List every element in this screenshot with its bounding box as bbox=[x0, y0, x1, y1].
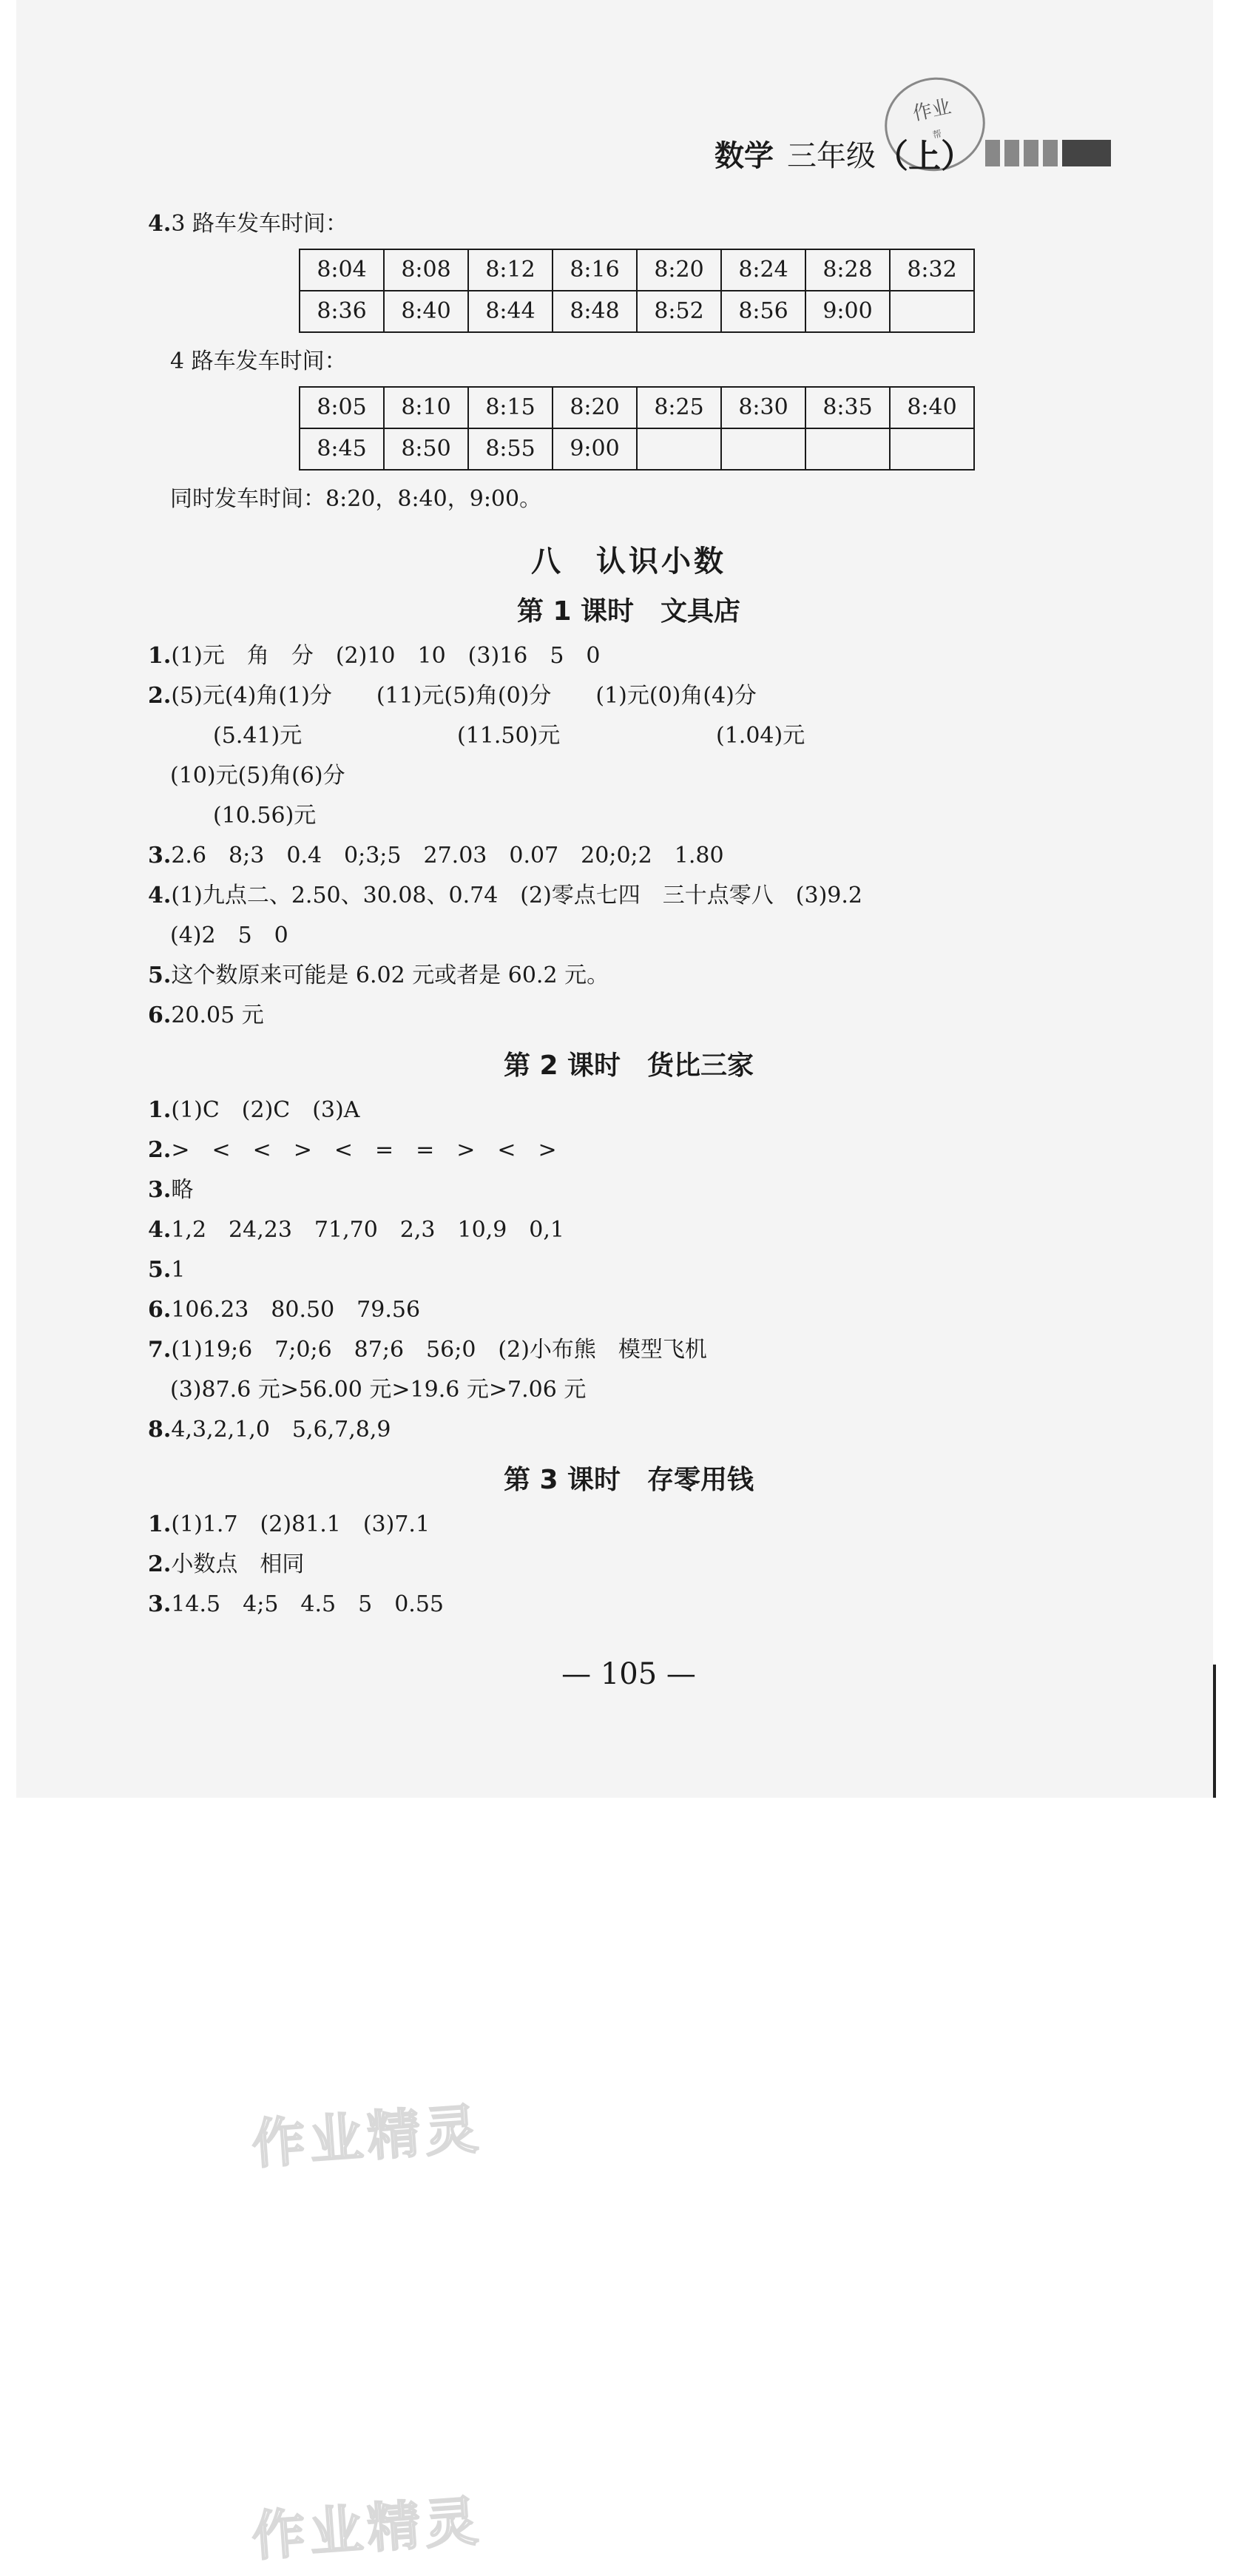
table-cell: 8:56 bbox=[721, 291, 805, 332]
table-cell: 8:20 bbox=[553, 387, 637, 428]
answer-text: (11.50)元 bbox=[457, 723, 561, 749]
table-cell: 8:16 bbox=[553, 249, 637, 291]
question-number: 6. bbox=[148, 1297, 172, 1323]
table-cell: 8:40 bbox=[384, 291, 468, 332]
subject-label: 数学 bbox=[714, 138, 774, 173]
question-number: 7. bbox=[148, 1337, 172, 1363]
question-number: 4. bbox=[148, 1217, 172, 1243]
answer-text: (5.41)元 bbox=[213, 723, 303, 749]
lesson-1-title: 第 1 课时 文具店 bbox=[516, 596, 741, 627]
list-item bbox=[148, 996, 1109, 1036]
answer-text: 1 bbox=[171, 1257, 186, 1283]
answer-text: (1)元 角 分 (2)10 10 (3)16 5 0 bbox=[171, 643, 601, 669]
table-cell: 8:36 bbox=[300, 291, 384, 332]
list-item: (4)2 5 0 bbox=[170, 923, 288, 948]
table-cell: 9:00 bbox=[553, 428, 637, 470]
answer-text: 106.23 80.50 79.56 bbox=[171, 1297, 421, 1323]
list-item bbox=[148, 1330, 1109, 1370]
table-cell: 8:45 bbox=[300, 428, 384, 470]
stamp-subtext: 帮 bbox=[931, 128, 943, 141]
question-number: 1. bbox=[148, 643, 172, 669]
question-number: 4. bbox=[148, 883, 172, 908]
table-cell: 8:10 bbox=[384, 387, 468, 428]
question-number: 1. bbox=[148, 1097, 172, 1123]
table-cell: 8:28 bbox=[805, 249, 890, 291]
list-item: (3)87.6 元>56.00 元>19.6 元>7.06 元 bbox=[170, 1377, 587, 1403]
table-cell: 8:12 bbox=[468, 249, 553, 291]
question-number: 6. bbox=[148, 1002, 172, 1028]
question-number: 4. bbox=[148, 211, 172, 237]
page-number: — 105 — bbox=[561, 1657, 696, 1691]
list-item bbox=[148, 676, 1109, 716]
table-cell: 8:40 bbox=[890, 387, 974, 428]
list-item: (10)元(5)角(6)分 bbox=[170, 763, 345, 789]
table-cell: 8:55 bbox=[468, 428, 553, 470]
list-item bbox=[148, 1250, 1109, 1290]
question-number: 3. bbox=[148, 1177, 172, 1203]
bus-3-schedule-table bbox=[299, 249, 975, 333]
table-cell: 9:00 bbox=[805, 291, 890, 332]
answer-text: 2.6 8;3 0.4 0;3;5 27.03 0.07 20;0;2 1.80 bbox=[171, 843, 724, 869]
question-number: 2. bbox=[148, 1137, 172, 1163]
list-item bbox=[148, 956, 1109, 996]
table-cell: 8:50 bbox=[384, 428, 468, 470]
answer-text: 4,3,2,1,0 5,6,7,8,9 bbox=[171, 1417, 391, 1443]
question-number: 5. bbox=[148, 1257, 172, 1283]
table-row bbox=[300, 387, 974, 428]
schedule-3-label bbox=[148, 204, 1109, 244]
question-number: 3. bbox=[148, 1591, 172, 1617]
answer-text: (1.04)元 bbox=[716, 723, 805, 749]
table-cell bbox=[890, 291, 974, 332]
schedule-4-label: 4 路车发车时间： bbox=[170, 348, 347, 374]
scan-edge-line bbox=[1213, 1665, 1216, 1798]
answer-text: > < < > < = = > < > bbox=[171, 1137, 557, 1163]
watermark: 作业精灵 bbox=[249, 2489, 484, 2568]
table-cell bbox=[805, 428, 890, 470]
watermark: 作业精灵 bbox=[249, 2097, 484, 2176]
simultaneous-departure: 同时发车时间：8:20，8:40，9:00。 bbox=[170, 486, 542, 512]
question-number: 2. bbox=[148, 683, 172, 709]
list-item bbox=[148, 1210, 1109, 1250]
answer-text: 略 bbox=[171, 1177, 194, 1203]
question-number: 1. bbox=[148, 1511, 172, 1537]
answer-text: 小数点 相同 bbox=[171, 1551, 305, 1577]
table-cell: 8:05 bbox=[300, 387, 384, 428]
list-item bbox=[148, 1585, 1109, 1625]
table-cell: 8:30 bbox=[721, 387, 805, 428]
list-item bbox=[148, 1505, 1109, 1545]
list-item bbox=[148, 636, 1109, 676]
list-item bbox=[148, 716, 1109, 756]
answer-text: (1)1.7 (2)81.1 (3)7.1 bbox=[171, 1511, 430, 1537]
list-item bbox=[148, 1290, 1109, 1330]
answer-text: 这个数原来可能是 6.02 元或者是 60.2 元。 bbox=[171, 962, 609, 988]
table-cell bbox=[637, 428, 721, 470]
table-cell: 8:25 bbox=[637, 387, 721, 428]
table-cell: 8:32 bbox=[890, 249, 974, 291]
table-row bbox=[300, 428, 974, 470]
answer-text: (1)九点二、2.50、30.08、0.74 (2)零点七四 三十点零八 (3)9.2 bbox=[171, 883, 863, 908]
list-item bbox=[148, 1130, 1109, 1170]
table-cell: 8:35 bbox=[805, 387, 890, 428]
answer-text: 20.05 元 bbox=[171, 1002, 264, 1028]
table-row bbox=[300, 249, 974, 291]
table-cell: 8:44 bbox=[468, 291, 553, 332]
table-cell: 8:52 bbox=[637, 291, 721, 332]
list-item: (10.56)元 bbox=[213, 803, 317, 829]
table-cell bbox=[721, 428, 805, 470]
header-stripes bbox=[981, 140, 1111, 166]
question-number: 3. bbox=[148, 843, 172, 869]
table-cell: 8:15 bbox=[468, 387, 553, 428]
schedule-label-text: 3 路车发车时间： bbox=[171, 211, 348, 237]
lesson-3-title: 第 3 课时 存零用钱 bbox=[503, 1465, 754, 1495]
answer-content bbox=[148, 204, 1109, 1694]
answer-text: (5)元(4)角(1)分 (11)元(5)角(0)分 (1)元(0)角(4)分 bbox=[171, 683, 757, 709]
list-item bbox=[148, 1090, 1109, 1130]
table-cell bbox=[890, 428, 974, 470]
answer-text: (1)19;6 7;0;6 87;6 56;0 (2)小布熊 模型飞机 bbox=[171, 1337, 707, 1363]
list-item bbox=[148, 1545, 1109, 1585]
stamp-text: 作业 bbox=[911, 95, 953, 126]
lesson-2-title: 第 2 课时 货比三家 bbox=[503, 1051, 754, 1081]
answer-text: (1)C (2)C (3)A bbox=[171, 1097, 360, 1123]
question-number: 2. bbox=[148, 1551, 172, 1577]
list-item bbox=[148, 836, 1109, 876]
bus-4-schedule-table bbox=[299, 386, 975, 471]
table-cell: 8:08 bbox=[384, 249, 468, 291]
answer-text: 1,2 24,23 71,70 2,3 10,9 0,1 bbox=[171, 1217, 565, 1243]
table-row bbox=[300, 291, 974, 332]
table-cell: 8:24 bbox=[721, 249, 805, 291]
table-cell: 8:04 bbox=[300, 249, 384, 291]
answer-text: 14.5 4;5 4.5 5 0.55 bbox=[171, 1591, 444, 1617]
volume-label: （上） bbox=[876, 138, 973, 175]
grade-label: 三年级 bbox=[787, 138, 876, 173]
unit-title: 八 认识小数 bbox=[531, 544, 726, 579]
book-header bbox=[714, 130, 1111, 176]
volume-text: 上 bbox=[908, 138, 941, 175]
question-number: 5. bbox=[148, 962, 172, 988]
list-item bbox=[148, 1410, 1109, 1450]
list-item bbox=[148, 1170, 1109, 1210]
table-cell: 8:20 bbox=[637, 249, 721, 291]
question-number: 8. bbox=[148, 1417, 172, 1443]
table-cell: 8:48 bbox=[553, 291, 637, 332]
list-item bbox=[148, 876, 1109, 916]
